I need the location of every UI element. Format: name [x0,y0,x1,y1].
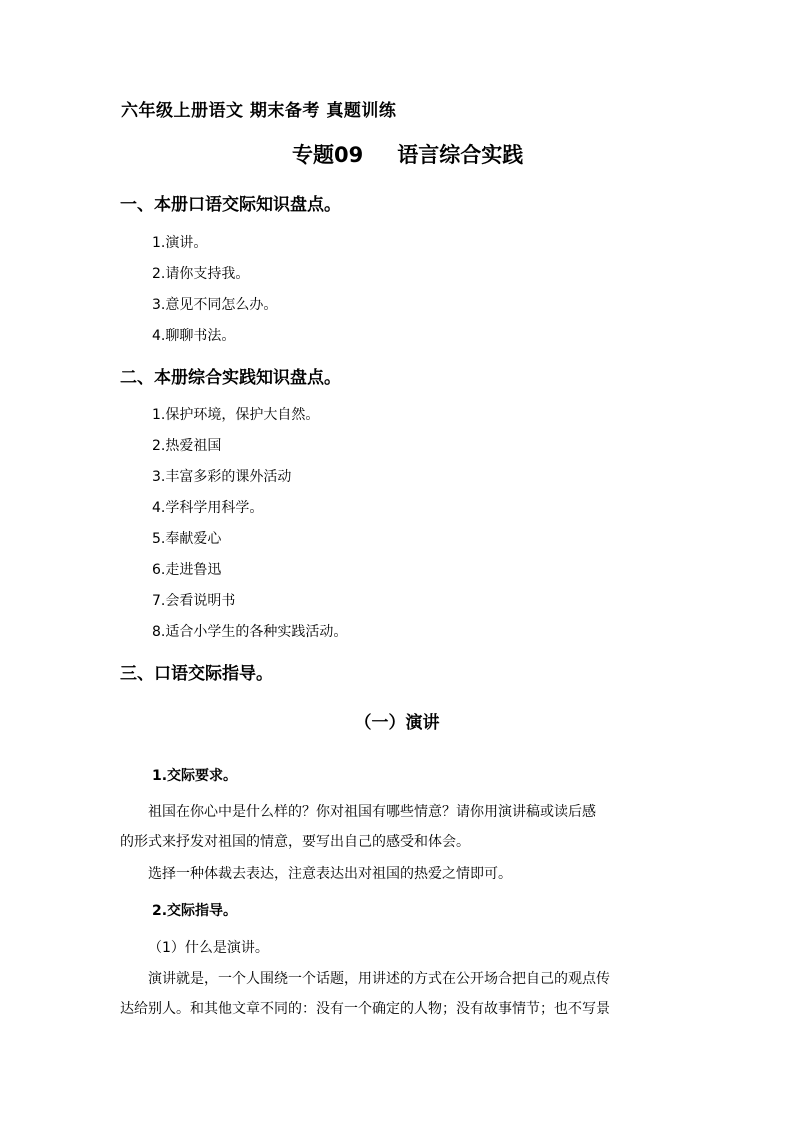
topic-name: 语言综合实践 [397,143,524,167]
guidance-subtitle: （1）什么是演讲。 [148,940,269,956]
list-item: 8.适合小学生的各种实践活动。 [152,624,348,640]
section-heading-2: 二、本册综合实践知识盘点。 [120,368,341,388]
paragraph-line: 演讲就是，一个人围绕一个话题，用讲述的方式在公开场合把自己的观点传 [148,971,610,987]
list-item: 2.请你支持我。 [152,266,250,282]
list-item: 2.热爱祖国 [152,438,222,454]
list-item: 1.保护环境，保护大自然。 [152,407,320,423]
list-item: 5.奉献爱心 [152,531,222,547]
subheading-guidance: 2.交际指导。 [152,903,238,919]
list-item: 4.学科学用科学。 [152,500,264,516]
list-item: 6.走进鲁迅 [152,562,222,578]
paragraph-line: 选择一种体裁去表达，注意表达出对祖国的热爱之情即可。 [148,866,512,882]
part-title: （一）演讲 [354,713,440,733]
list-item: 3.丰富多彩的课外活动 [152,469,292,485]
topic-heading [292,139,523,169]
paragraph-line: 达给别人。和其他文章不同的：没有一个确定的人物；没有故事情节；也不写景 [120,1001,610,1017]
document-title: 六年级上册语文 期末备考 真题训练 [121,101,397,121]
section-heading-3: 三、口语交际指导。 [120,664,273,684]
subheading-requirements: 1.交际要求。 [152,768,238,784]
list-item: 4.聊聊书法。 [152,328,236,344]
list-item: 7.会看说明书 [152,593,236,609]
list-item: 3.意见不同怎么办。 [152,297,278,313]
topic-number: 专题09 [292,143,364,167]
section-heading-1: 一、本册口语交际知识盘点。 [120,195,341,215]
paragraph-line: 祖国在你心中是什么样的？你对祖国有哪些情意？请你用演讲稿或读后感 [148,804,596,820]
list-item: 1.演讲。 [152,235,208,251]
paragraph-line: 的形式来抒发对祖国的情意，要写出自己的感受和体会。 [120,834,470,850]
